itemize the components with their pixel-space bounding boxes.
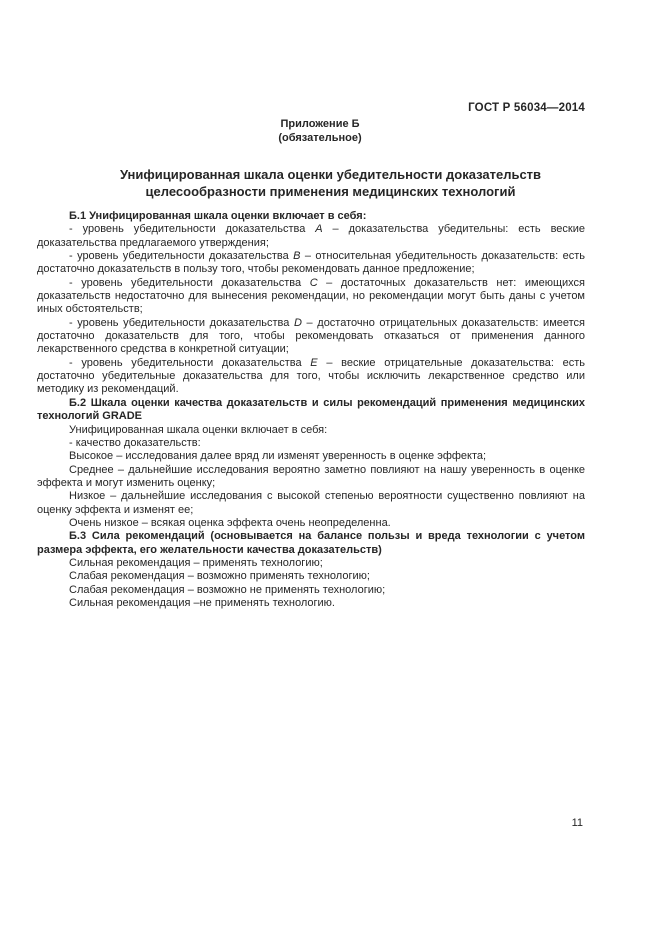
clause-b1-heading: Б.1 Унифицированная шкала оценки включает в себя: <box>69 210 367 222</box>
recommendation-weak-apply: Слабая рекомендация – возможно применять технологию; <box>69 570 370 583</box>
quality-low: Низкое – дальнейшие исследования с высокой степенью вероятности существенно повлияют на оценку эффекта и изменят ее; <box>37 490 585 516</box>
evidence-level-a: - уровень убедительности доказательства А – доказательства убедительны: есть веские доказательства предлагаемого утверждения; <box>37 223 585 249</box>
clause-b3-heading: Б.3 Сила рекомендаций (основывается на балансе пользы и вреда технологии с учетом размера эффекта, его желательности качества доказательств) <box>37 530 585 556</box>
b2-intro: Унифицированная шкала оценки включает в себя: <box>69 423 328 436</box>
page-number: 11 <box>571 817 583 829</box>
quality-medium: Среднее – дальнейшие исследования вероятно заметно повлияют на нашу уверенность в оценке эффекта и могут изменить оценку; <box>37 463 585 489</box>
annex-title: Приложение Б <box>280 118 360 130</box>
evidence-level-b: - уровень убедительности доказательства В – относительная убедительность доказательств: есть достаточно доказательств в пользу того, чтобы рекомендовать данное предложение; <box>37 250 585 276</box>
standard-code: ГОСТ Р 56034—2014 <box>468 102 585 114</box>
recommendation-weak-not-apply: Слабая рекомендация – возможно не применять технологию; <box>69 583 386 596</box>
quality-very-low: Очень низкое – всякая оценка эффекта очень неопределенна. <box>69 516 391 529</box>
document-body <box>37 210 585 610</box>
recommendation-strong-apply: Сильная рекомендация – применять технологию; <box>69 556 323 569</box>
b2-quality-label: - качество доказательств: <box>69 436 201 449</box>
clause-b2-heading: Б.2 Шкала оценки качества доказательств и силы рекомендаций применения медицинских технологий GRADE <box>37 396 585 423</box>
document-title-wrap <box>0 167 661 200</box>
document-title: Унифицированная шкала оценки убедительности доказательств целесообразности применения медицинских технологий <box>119 167 542 199</box>
recommendation-strong-not-apply: Сильная рекомендация –не применять технологию. <box>69 596 335 609</box>
annex-type: (обязательное) <box>278 131 362 144</box>
annex-heading <box>0 118 640 145</box>
quality-high: Высокое – исследования далее вряд ли изменят уверенность в оценке эффекта; <box>69 450 487 463</box>
evidence-level-c: - уровень убедительности доказательства С – достаточных доказательств нет: имеющихся доказательств недостаточно для вынесения рекомендации, но рекомендации могут быть даны с учетом иных обстоятельств; <box>37 276 585 316</box>
evidence-level-d: - уровень убедительности доказательства D – достаточно отрицательных доказательств: имеется достаточно доказательств для того, чтобы рекомендовать отказаться от применения данного лекарственного средства в конкретной ситуации; <box>37 316 585 356</box>
evidence-level-e: - уровень убедительности доказательства Е – веские отрицательные доказательства: есть достаточно убедительные доказательства для того, чтобы исключить лекарственное средство или методику из рекомендаций. <box>37 356 586 396</box>
